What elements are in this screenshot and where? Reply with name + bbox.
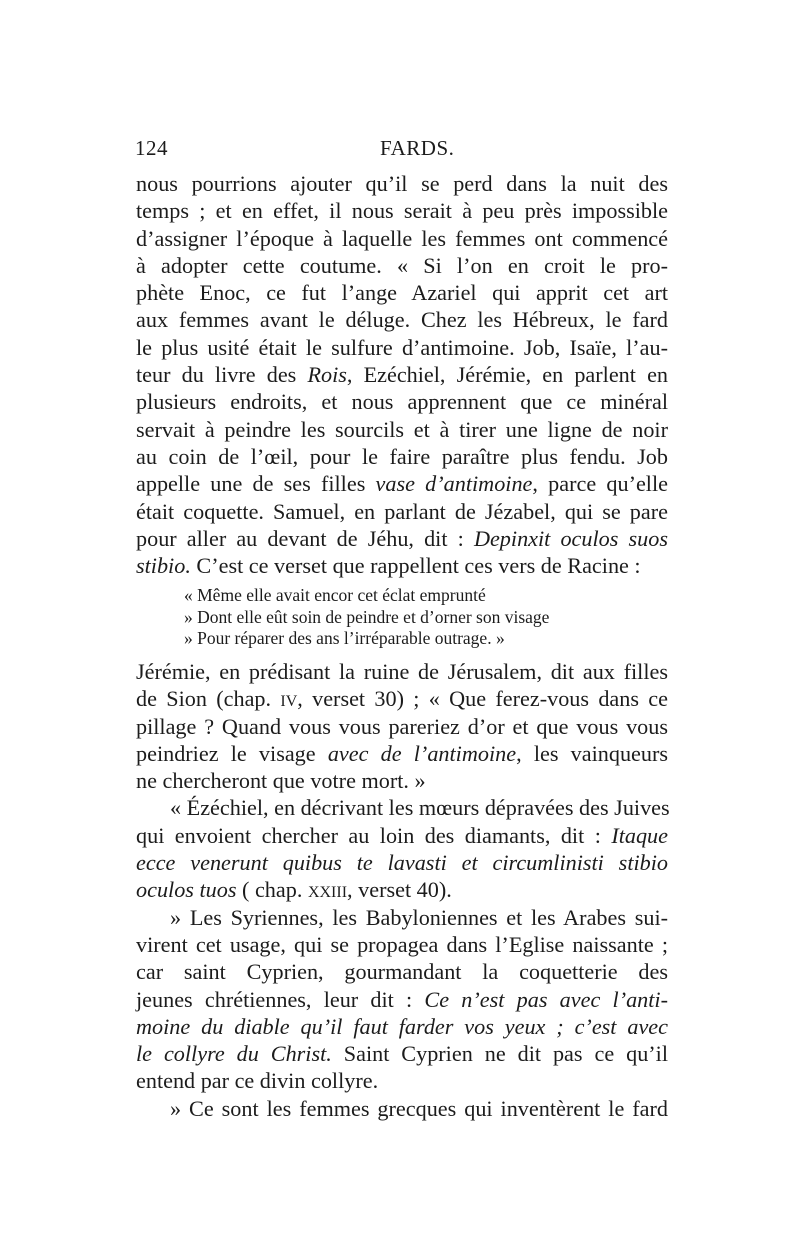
- italic-run: Rois: [307, 362, 347, 388]
- text-line: [136, 822, 668, 849]
- text-line: à adopter cette coutume. « Si l’on en croit le pro-: [136, 252, 668, 278]
- text-run: C’est ce verset que rappellent ces vers de Racine :: [190, 553, 641, 579]
- italic-run: Depinxit oculos suos: [473, 525, 668, 551]
- italic-run: vase d’antimoine: [375, 471, 533, 497]
- text-line: car saint Cyprien, gourmandant la coquetterie des: [136, 959, 668, 985]
- page-number: 124: [135, 136, 168, 160]
- text-line: [136, 986, 668, 1013]
- running-title: FARDS.: [380, 136, 455, 160]
- text-run: Saint Cyprien ne dit pas ce qu’il: [331, 1041, 669, 1067]
- text-line: plusieurs endroits, et nous apprennent que ce minéral: [136, 389, 668, 415]
- text-line: [136, 740, 668, 767]
- page-header: [135, 136, 675, 166]
- italic-run: le collyre du Christ.: [136, 1041, 332, 1067]
- text-line: ecce venerunt quibus te lavasti et circumlinisti stibio: [136, 850, 668, 876]
- italic-run: avec de l’antimoine: [327, 740, 517, 766]
- text-run: , Ezéchiel, Jérémie, en parlent en: [346, 362, 669, 388]
- text-run: peindriez le visage: [136, 740, 328, 766]
- text-run: , verset 30) ; « Que ferez-vous dans ce: [297, 686, 668, 712]
- text-line: virent cet usage, qui se propagea dans l’Eglise naissante ;: [136, 931, 668, 957]
- text-line: était coquette. Samuel, en parlant de Jézabel, qui se pare: [136, 498, 668, 524]
- text-line: ne chercheront que votre mort. »: [136, 768, 426, 794]
- text-run: jeunes chrétiennes, leur dit :: [136, 986, 425, 1012]
- text-line: Jérémie, en prédisant la ruine de Jérusalem, dit aux filles: [136, 658, 668, 684]
- text-line: [136, 470, 668, 497]
- text-line: nous pourrions ajouter qu’il se perd dans la nuit des: [136, 171, 668, 196]
- text-line: phète Enoc, ce fut l’ange Azariel qui apprit cet art: [136, 280, 668, 306]
- text-line: temps ; et en effet, il nous serait à peu près impossible: [136, 198, 668, 224]
- text-line: entend par ce divin collyre.: [136, 1068, 379, 1094]
- italic-run: oculos tuos: [136, 877, 237, 903]
- text-line: [136, 1040, 668, 1067]
- text-run: ( chap.: [236, 877, 308, 903]
- text-run: , verset 40).: [347, 877, 452, 903]
- text-run: de Sion (chap.: [136, 686, 281, 712]
- text-line: [136, 685, 668, 712]
- text-run: appelle une de ses filles: [136, 471, 376, 497]
- text-line: « Ézéchiel, en décrivant les mœurs dépravées des Juives: [170, 795, 670, 821]
- verse-line: « Même elle avait encor cet éclat emprunté: [184, 585, 486, 606]
- text-line: [136, 361, 668, 388]
- italic-run: stibio.: [136, 553, 191, 579]
- page-body: [136, 170, 668, 1122]
- text-line: le plus usité était le sulfure d’antimoine. Job, Isaïe, l’au-: [136, 334, 668, 360]
- italic-run: Itaque: [611, 822, 668, 848]
- verse-line: » Pour réparer des ans l’irréparable outrage. »: [184, 628, 505, 649]
- text-line: servait à peindre les sourcils et à tirer une ligne de noir: [136, 416, 668, 442]
- text-run: , les vainqueurs: [516, 740, 669, 766]
- text-line: au coin de l’œil, pour le faire paraître plus fendu. Job: [136, 443, 668, 469]
- verse-line: » Dont elle eût soin de peindre et d’orner son visage: [184, 606, 550, 627]
- text-line: pillage ? Quand vous vous pareriez d’or et que vous vous: [136, 713, 668, 739]
- text-line: [136, 552, 668, 579]
- text-line: aux femmes avant le déluge. Chez les Hébreux, le fard: [136, 307, 668, 333]
- text-line: d’assigner l’époque à laquelle les femmes ont commencé: [136, 225, 668, 251]
- small-caps-run: iv: [280, 686, 298, 712]
- italic-run: Ce n’est pas avec l’anti-: [424, 986, 668, 1012]
- verse-quotation: [184, 585, 668, 650]
- text-run: teur du livre des: [136, 362, 308, 388]
- text-line: » Ce sont les femmes grecques qui inventèrent le fard: [170, 1095, 668, 1121]
- text-run: pour aller au devant de Jéhu, dit :: [136, 525, 474, 551]
- text-line: moine du diable qu’il faut farder vos yeux ; c’est avec: [136, 1013, 668, 1039]
- text-line: [136, 525, 668, 552]
- text-run: qui envoient chercher au loin des diamants, dit :: [136, 822, 612, 848]
- small-caps-run: xxiii: [307, 877, 348, 903]
- text-line: [136, 876, 668, 903]
- text-run: , parce qu’elle: [532, 471, 668, 497]
- text-line: » Les Syriennes, les Babyloniennes et les Arabes sui-: [170, 904, 668, 930]
